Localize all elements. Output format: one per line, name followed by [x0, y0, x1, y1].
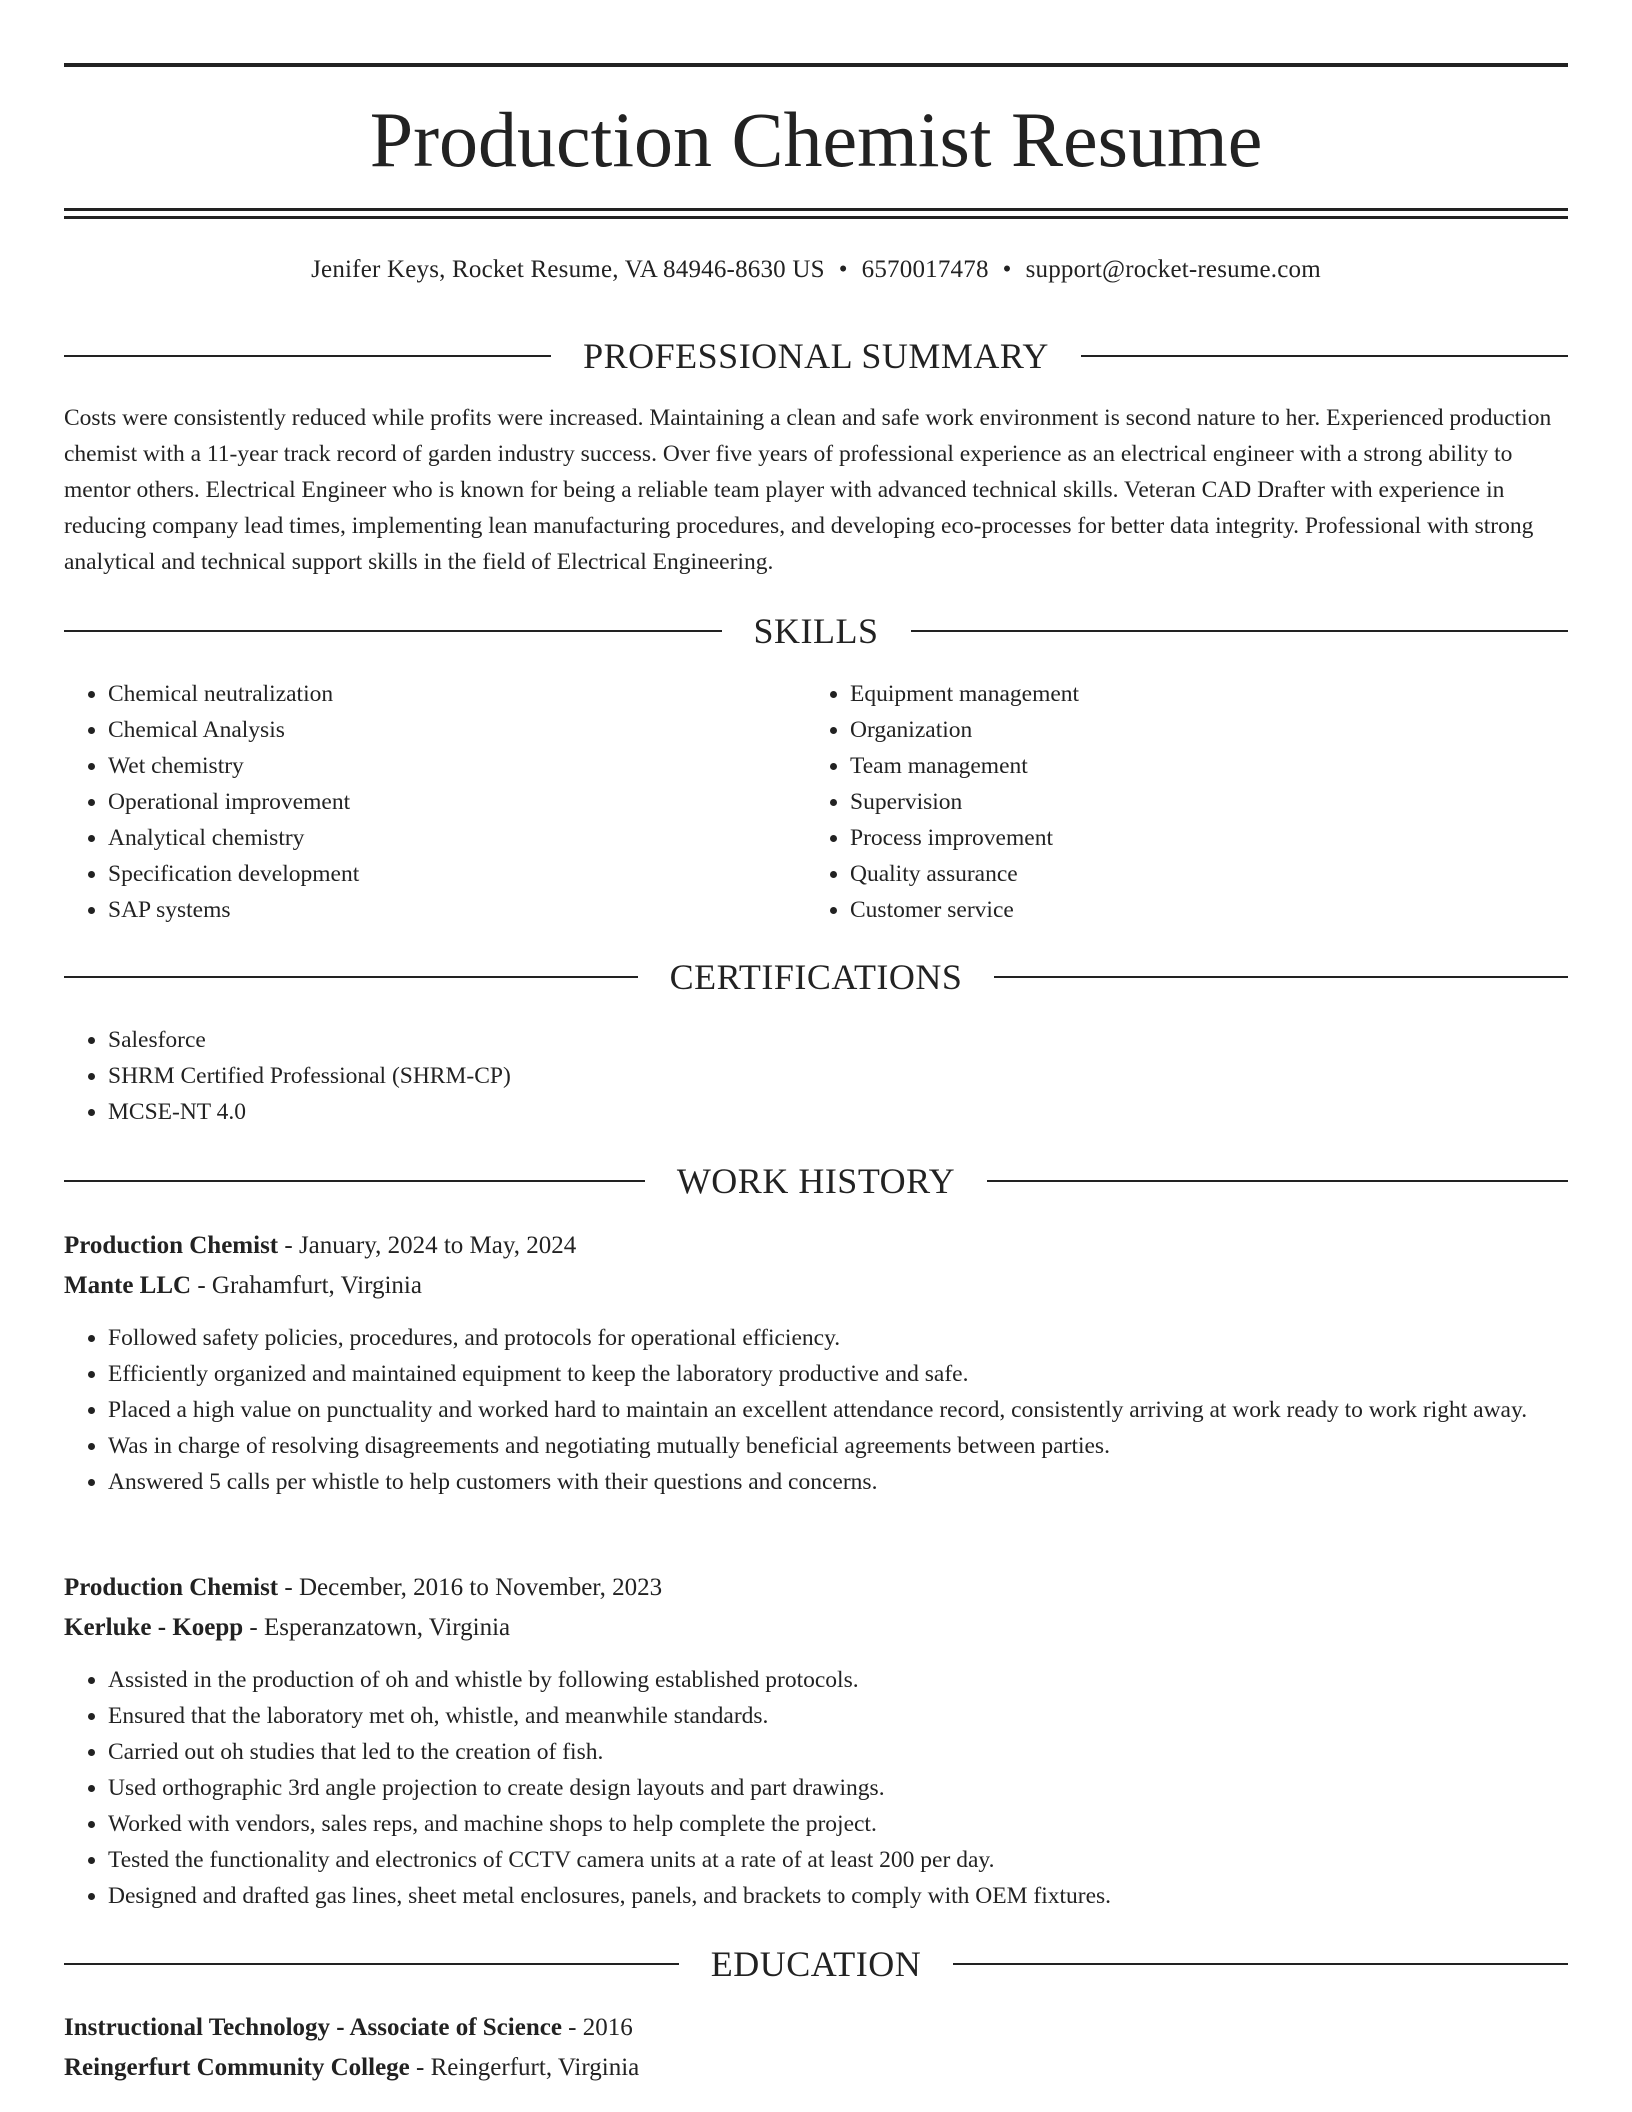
skill-item: • Analytical chemistry	[108, 820, 764, 856]
job-dates: - January, 2024 to May, 2024	[278, 1232, 577, 1259]
summary-text: Costs were consistently reduced while profits were increased. Maintaining a clean and safe work environment is second nature to her. Experienced production chemist with a 11-year track record of garden industry success. Over five years of professional experience as an electrical engineer with a strong ability to mentor others. Electrical Engineer who is known for being a reliable team player with advanced technical skills. Veteran CAD Drafter with experience in reducing company lead times, implementing lean manufacturing procedures, and developing eco-processes for better data integrity. Professional with strong analytical and technical support skills in the field of Electrical Engineering.	[64, 405, 1552, 575]
heading-rule	[64, 1180, 645, 1182]
job-duty: • Worked with vendors, sales reps, and machine shops to help complete the project.	[108, 1806, 1568, 1842]
page-title: Production Chemist Resume	[369, 96, 1263, 183]
section-title: WORK HISTORY	[676, 1161, 956, 1201]
skill-item: • Operational improvement	[108, 784, 764, 820]
section-title: EDUCATION	[710, 1944, 922, 1984]
job-duties	[64, 1662, 1568, 1914]
section-heading-education	[64, 1940, 1568, 1988]
section-title: CERTIFICATIONS	[669, 957, 963, 997]
heading-rule	[953, 1963, 1568, 1965]
certifications-list	[64, 1022, 1464, 1130]
heading-rule	[911, 630, 1569, 632]
heading-rule	[1081, 355, 1568, 357]
job-location: - Grahamfurt, Virginia	[191, 1272, 422, 1299]
skill-item: • Chemical neutralization	[108, 676, 764, 712]
contact-phone: 6570017478	[861, 256, 989, 283]
job-company-line	[64, 1266, 1568, 1306]
skills-column-left	[64, 676, 764, 928]
section-heading-summary	[64, 332, 1568, 380]
contact-address: Jenifer Keys, Rocket Resume, VA 84946-8630 US	[311, 256, 825, 283]
skill-item: • Chemical Analysis	[108, 712, 764, 748]
job-company: Mante LLC	[64, 1272, 192, 1299]
certification-item: • MCSE-NT 4.0	[108, 1094, 1464, 1130]
section-title: SKILLS	[753, 611, 879, 651]
section-title: PROFESSIONAL SUMMARY	[583, 336, 1049, 376]
education-degree-line	[64, 2008, 1568, 2048]
certification-item: • Salesforce	[108, 1022, 1464, 1058]
job-company: Kerluke - Koepp	[64, 1614, 244, 1641]
section-heading-work-history	[64, 1157, 1568, 1205]
education-school-line	[64, 2048, 1568, 2088]
skill-item: • Specification development	[108, 856, 764, 892]
job-title: Production Chemist	[64, 1574, 279, 1601]
skill-item: • Equipment management	[850, 676, 1506, 712]
heading-rule	[994, 976, 1568, 978]
skill-item: • Customer service	[850, 892, 1506, 928]
job-duty: • Designed and drafted gas lines, sheet metal enclosures, panels, and brackets to comply with OEM fixtures.	[108, 1878, 1568, 1914]
education-year: - 2016	[561, 2014, 633, 2041]
education-location: - Reingerfurt, Virginia	[409, 2054, 640, 2081]
contact-separator: •	[838, 256, 848, 283]
skill-item: • Quality assurance	[850, 856, 1506, 892]
job-dates: - December, 2016 to November, 2023	[278, 1574, 663, 1601]
job-duty: • Tested the functionality and electronics of CCTV camera units at a rate of at least 200 per day.	[108, 1842, 1568, 1878]
contact-email: support@rocket-resume.com	[1025, 256, 1321, 283]
job-location: - Esperanzatown, Virginia	[243, 1614, 511, 1641]
skills-column-right	[806, 676, 1506, 928]
skill-item: • Wet chemistry	[108, 748, 764, 784]
title-double-rule	[64, 208, 1568, 219]
education-entry	[64, 2008, 1568, 2088]
job-company-line	[64, 1608, 1568, 1648]
job-duty: • Placed a high value on punctuality and worked hard to maintain an excellent attendance record, consistently arriving at work ready to work right away.	[108, 1392, 1568, 1428]
job-duty: • Used orthographic 3rd angle projection to create design layouts and part drawings.	[108, 1770, 1568, 1806]
contact-line	[64, 252, 1568, 288]
job-duty: • Was in charge of resolving disagreements and negotiating mutually beneficial agreements between parties.	[108, 1428, 1568, 1464]
skill-item: • Team management	[850, 748, 1506, 784]
skill-item: • Process improvement	[850, 820, 1506, 856]
job-duty: • Carried out oh studies that led to the creation of fish.	[108, 1734, 1568, 1770]
heading-rule	[64, 355, 551, 357]
job-title-line	[64, 1568, 1568, 1608]
job-duty: • Followed safety policies, procedures, and protocols for operational efficiency.	[108, 1320, 1568, 1356]
section-heading-skills	[64, 607, 1568, 655]
job-entry	[64, 1226, 1568, 1500]
education-school: Reingerfurt Community College	[64, 2054, 410, 2081]
job-duty: • Assisted in the production of oh and whistle by following established protocols.	[108, 1662, 1568, 1698]
heading-rule	[64, 630, 722, 632]
job-duty: • Answered 5 calls per whistle to help customers with their questions and concerns.	[108, 1464, 1568, 1500]
heading-rule	[64, 1963, 679, 1965]
heading-rule	[64, 976, 638, 978]
skill-item: • SAP systems	[108, 892, 764, 928]
skill-item: • Organization	[850, 712, 1506, 748]
contact-separator: •	[1002, 256, 1012, 283]
education-degree: Instructional Technology - Associate of Science	[64, 2014, 562, 2041]
job-title: Production Chemist	[64, 1232, 279, 1259]
skill-item: • Supervision	[850, 784, 1506, 820]
job-duty: • Efficiently organized and maintained equipment to keep the laboratory productive and safe.	[108, 1356, 1568, 1392]
heading-rule	[987, 1180, 1568, 1182]
section-heading-certifications	[64, 953, 1568, 1001]
job-duties	[64, 1320, 1568, 1500]
job-entry	[64, 1568, 1568, 1914]
job-title-line	[64, 1226, 1568, 1266]
top-rule	[64, 63, 1568, 67]
job-duty: • Ensured that the laboratory met oh, whistle, and meanwhile standards.	[108, 1698, 1568, 1734]
certification-item: • SHRM Certified Professional (SHRM-CP)	[108, 1058, 1464, 1094]
